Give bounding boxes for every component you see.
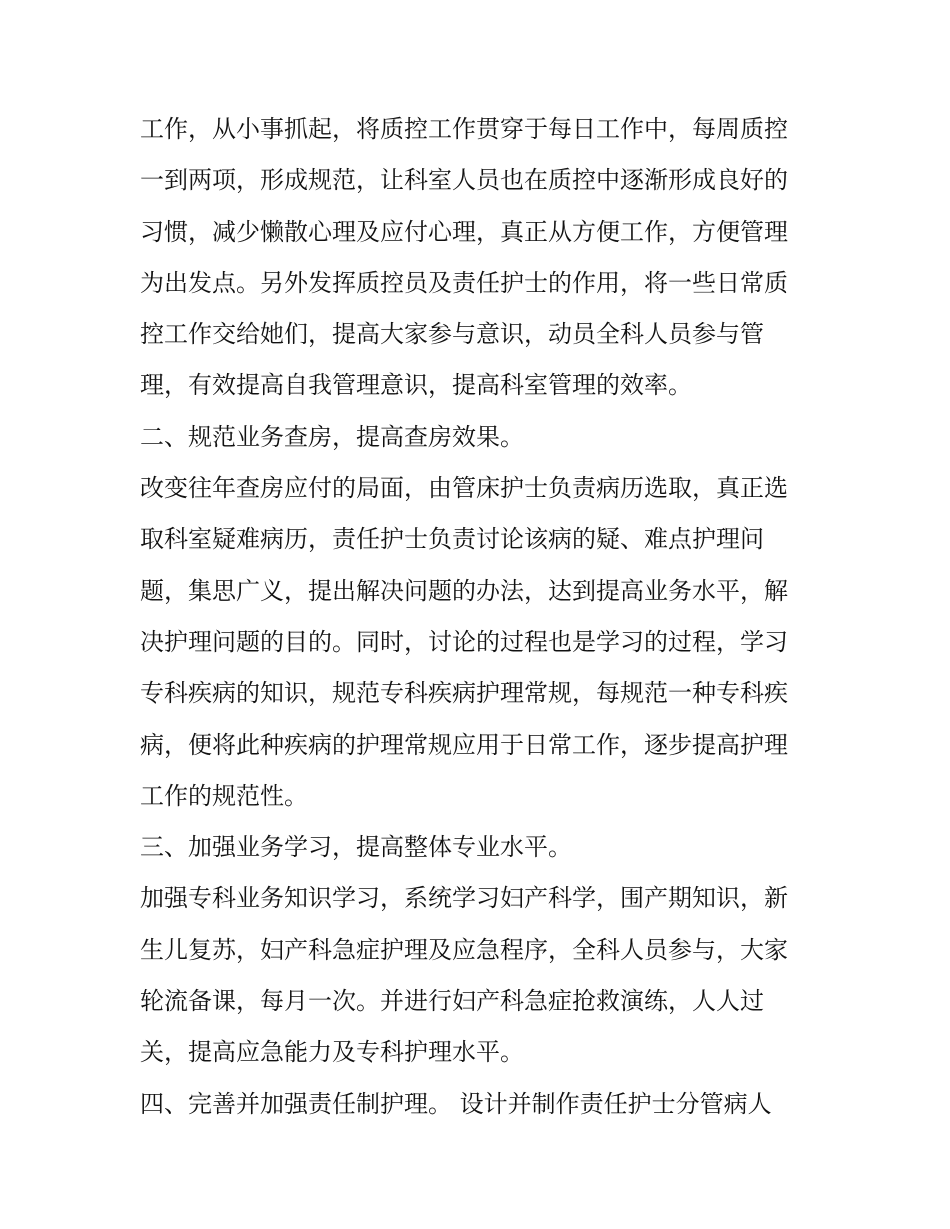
paragraph-line: 关，提高应急能力及专科护理水平。 [140,1038,524,1067]
paragraph-line: 取科室疑难病历，责任护士负责讨论该病的疑、难点护理问 [140,525,764,554]
section-heading: 二、规范业务查房，提高查房效果。 [140,422,524,451]
paragraph-line: 生儿复苏，妇产科急症护理及应急程序，全科人员参与，大家 [140,935,788,964]
document-body [140,104,820,1130]
paragraph-line: 控工作交给她们，提高大家参与意识，动员全科人员参与管 [140,320,764,349]
paragraph-line: 病，便将此种疾病的护理常规应用于日常工作，逐步提高护理 [140,730,788,759]
paragraph-line: 工作的规范性。 [140,781,308,810]
paragraph-line: 习惯，减少懒散心理及应付心理，真正从方便工作，方便管理 [140,217,788,246]
section-heading: 四、完善并加强责任制护理。 设计并制作责任护士分管病人 [140,1089,772,1118]
paragraph-line: 理，有效提高自我管理意识，提高科室管理的效率。 [140,371,692,400]
paragraph-line: 题，集思广义，提出解决问题的办法，达到提高业务水平，解 [140,576,788,605]
paragraph-line: 轮流备课，每月一次。并进行妇产科急症抢救演练，人人过 [140,987,764,1016]
section-heading: 三、加强业务学习，提高整体专业水平。 [140,833,572,862]
paragraph-line: 决护理问题的目的。同时，讨论的过程也是学习的过程，学习 [140,627,788,656]
paragraph-line: 为出发点。另外发挥质控员及责任护士的作用，将一些日常质 [140,268,788,297]
paragraph-line: 加强专科业务知识学习，系统学习妇产科学，围产期知识，新 [140,884,788,913]
paragraph-line: 一到两项，形成规范，让科室人员也在质控中逐渐形成良好的 [140,166,788,195]
paragraph-line: 专科疾病的知识，规范专科疾病护理常规，每规范一种专科疾 [140,679,788,708]
paragraph-line: 改变往年查房应付的局面，由管床护士负责病历选取，真正选 [140,474,788,503]
paragraph-line: 工作，从小事抓起，将质控工作贯穿于每日工作中，每周质控 [140,115,788,143]
